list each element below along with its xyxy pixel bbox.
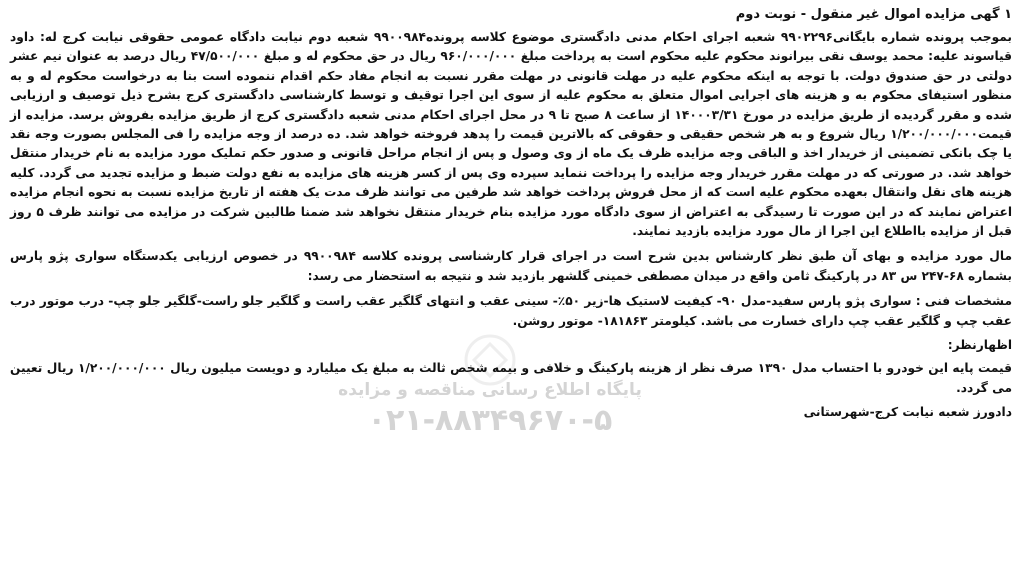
notice-title: ۱ گهی مزایده اموال غیر منقول - نوبت دوم [735, 7, 1012, 22]
watermark-phone: ۰۲۱-۸۸۳۴۹۶۷۰-۵ [367, 403, 613, 438]
notice-paragraph-opinion: قیمت پایه این خودرو با احتساب مدل ۱۳۹۰ صرف نظر از هزینه پارکینگ و خلافی و بیمه شخص ثالث به مبلغ یک میلیارد و دویست میلیون ریال ۱/۲۰۰/۰۰۰/۰۰۰ ریال تعیین می گردد. [10, 361, 1012, 395]
notice-paragraph-execution: بموجب پرونده شماره بایگانی۹۹۰۲۲۹۶ شعبه اجرای احکام مدنی دادگستری موضوع کلاسه پرونده۹۹۰۰۹۸۴ شعبه دوم نیابت دادگاه عمومی حقوقی نیابت کرج له: داود قیاسوند علیه: محمد یوسف نقی بیرانوند محکوم علیه محکوم است به پرداخت مبلغ ۹۶۰/۰۰۰/۰۰۰ ریال در حق محکوم له و مبلغ ۴۷/۵۰۰/۰۰۰ ریال درصد به عنوان نیم عشر دولتی در حق صندوق دولت. با توجه به اینکه محکوم علیه در مهلت قانونی در مهلت مقرر نسبت به انجام مفاد حکم اقدام ننموده است بنا به درخواست محکوم له و به منظور استیفای محکوم به و هزینه های اجرایی اموال متعلق به محکوم علیه از سوی این اجرا توقیف و توسط کارشناسی دادگستری کرج بشرح ذیل توصیف و ارزیابی شده و مقرر گردیده از طریق مزایده در مورخ ۱۴۰۰۰۳/۳۱ از ساعت ۸ صبح تا ۹ در محل اجرای احکام مدنی شعبه دادگستری کرج از طریق مزایده بفروش برسد. مزایده از قیمت۱/۲۰۰/۰۰۰/۰۰۰ ریال شروع و به هر شخص حقیقی و حقوقی که بالاترین قیمت را پدهد فروخته خواهد شد. ده درصد از وجه مزایده را فی المجلس بصورت وجه نقد یا چک بانکی تضمینی از خریدار اخذ و الباقی وجه مزایده ظرف یک ماه از وی وصول و پس از انجام مراحل قانونی و صدور حکم تملیک مورد مزایده به نام خریدار منتقل خواهد شد. در صورتی که در مهلت مقرر خریدار وجه مزایده را پرداخت ننماید سپرده وی پس از کسر هزینه های مزایده به نفع دولت ضبط و مزایده تجدید می گردد. کلیه هزینه های نقل وانتقال بعهده محکوم علیه است که از محل فروش پرداخت خواهد شد طرفین می توانند ظرف مدت یک هفته از تاریخ مزایده نسبت به نحوه انجام مزایده اعتراض نمایند که در این صورت تا رسیدگی به اعتراض از سوی دادگاه مورد مزایده بنام خریدار منتقل نخواهد شد ضمنا طالبین شرکت در مزایده می توانند ظرف ۵ روز قبل از مزایده بااطلاع این اجرا از مال مورد مزایده بازدید نمایند. [10, 30, 1012, 239]
notice-content [10, 4, 1012, 422]
notice-paragraph-specifications: مشخصات فنی : سواری پژو پارس سفید-مدل ۹۰- کیفیت لاستیک ها-زیر ۵۰٪- سینی عقب و انتهای گلگیر عقب راست و گلگیر جلو راست-گلگیر جلو چپ- درب موتور درب عقب چپ و گلگیر عقب چپ دارای خسارت می باشد. کیلومتر ۱۸۱۸۶۳- موتور روشن. [10, 294, 1013, 328]
notice-paragraph-property: مال مورد مزایده و بهای آن طبق نظر کارشناس بدین شرح است در اجرای قرار کارشناسی پرونده کلاسه ۹۹۰۰۹۸۴ در خصوص ارزیابی یکدستگاه سواری پژو پارس بشماره ۶۸-۲۴۷ س ۸۳ در پارکینگ ثامن واقع در میدان مصطفی خمینی گلشهر بازدید شد و نتیجه به استحضار می رسد: [10, 249, 1012, 283]
notice-signature: دادورز شعبه نیابت کرج-شهرستانی [803, 404, 1012, 419]
opinion-heading: اظهارنظر: [947, 338, 1012, 353]
watermark-site-name: پایگاه اطلاع رسانی مناقصه و مزایده [338, 380, 642, 400]
